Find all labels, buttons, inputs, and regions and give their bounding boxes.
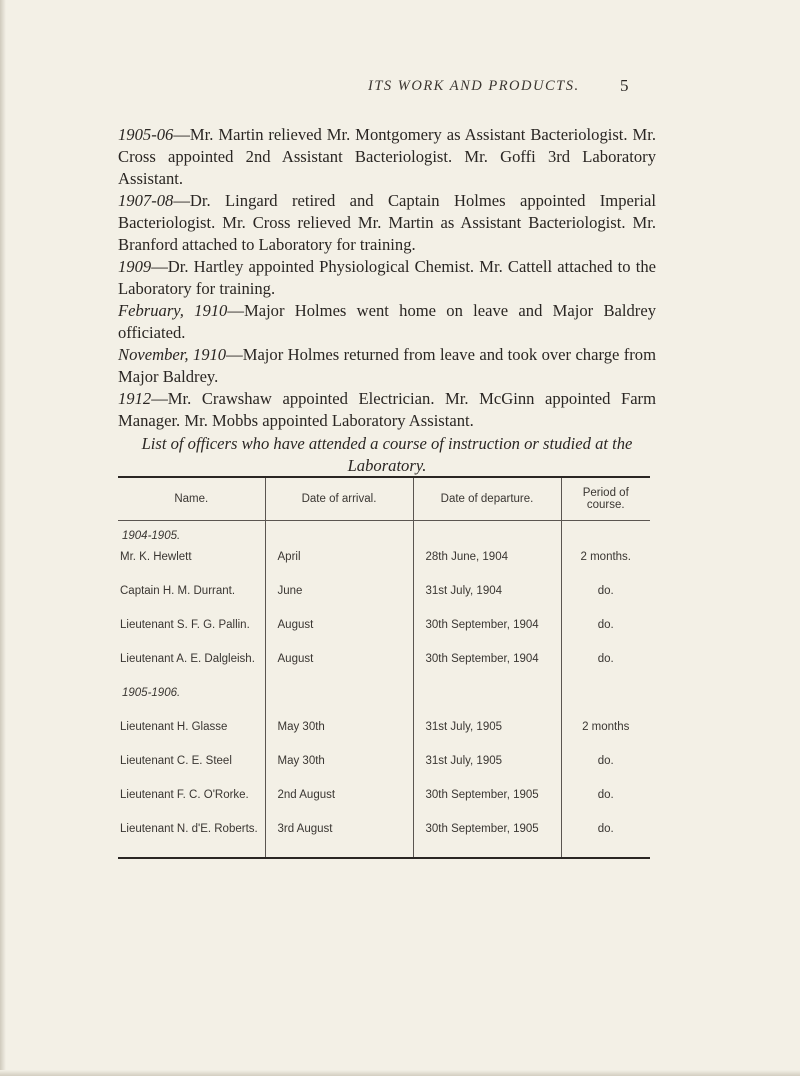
paragraph-text: —Dr. Lingard retired and Captain Holmes appointed Imperial Bacteriologist. Mr. Cross relieved Mr. Martin as Assistant Bacteriologist. Mr. Branford attached to Laboratory for training. (118, 191, 656, 254)
group-heading-row (118, 521, 650, 552)
course-period: do. (561, 619, 650, 653)
table-row (118, 585, 650, 619)
column-header-arrival: Date of arrival. (265, 477, 413, 521)
arrival-date: 2nd August (265, 789, 413, 823)
arrival-date: August (265, 619, 413, 653)
running-head: ITS WORK AND PRODUCTS. (368, 78, 580, 94)
officer-name: Lieutenant S. F. G. Pallin. (120, 619, 250, 631)
table-row (118, 789, 650, 823)
departure-date: 31st July, 1905 (413, 755, 561, 789)
paragraph-year: February, 1910 (118, 301, 228, 320)
page-bottom-edge-shadow (0, 1070, 800, 1076)
officer-name: Lieutenant N. d'E. Roberts. (120, 823, 258, 835)
table-row (118, 721, 650, 755)
paragraph-1907-08 (118, 190, 656, 256)
paragraph-february-1910 (118, 300, 656, 344)
history-paragraphs (118, 124, 656, 432)
course-period: 2 months. (561, 551, 650, 585)
table-row (118, 653, 650, 687)
officer-name: Lieutenant A. E. Dalgleish. (120, 653, 255, 665)
paragraph-text: —Dr. Hartley appointed Physiological Chemist. Mr. Cattell attached to the Laboratory for training. (118, 257, 656, 298)
paragraph-year: 1907-08 (118, 191, 174, 210)
arrival-date: April (265, 551, 413, 585)
table-caption: List of officers who have attended a course of instruction or studied at the Laboratory. (141, 434, 633, 475)
paragraph-year: 1909 (118, 257, 152, 276)
departure-date: 30th September, 1904 (413, 619, 561, 653)
paragraph-1912 (118, 388, 656, 432)
table-row (118, 755, 650, 789)
departure-date: 28th June, 1904 (413, 551, 561, 585)
course-period: do. (561, 789, 650, 823)
arrival-date: May 30th (265, 721, 413, 755)
paragraph-text: —Major Holmes went home on leave and Major Baldrey officiated. (118, 301, 656, 342)
officers-table (118, 476, 650, 859)
column-header-name: Name. (118, 477, 265, 521)
paragraph-1905-06 (118, 124, 656, 190)
course-period: do. (561, 755, 650, 789)
paragraph-november-1910 (118, 344, 656, 388)
paragraph-1909 (118, 256, 656, 300)
table-row (118, 823, 650, 858)
paragraph-text: —Mr. Martin relieved Mr. Montgomery as Assistant Bacteriologist. Mr. Cross appointed 2nd Assistant Bacteriologist. Mr. Goffi 3rd Laboratory Assistant. (118, 125, 656, 188)
departure-date: 31st July, 1905 (413, 721, 561, 755)
officer-name: Mr. K. Hewlett (120, 551, 192, 563)
arrival-date: 3rd August (265, 823, 413, 858)
group-heading-row (118, 687, 650, 721)
course-period: do. (561, 653, 650, 687)
departure-date: 30th September, 1905 (413, 789, 561, 823)
paragraph-text: —Mr. Crawshaw appointed Electrician. Mr. McGinn appointed Farm Manager. Mr. Mobbs appointed Laboratory Assistant. (118, 389, 656, 430)
table-row (118, 551, 650, 585)
course-period: do. (561, 823, 650, 858)
paragraph-year: 1912 (118, 389, 152, 408)
page-left-edge-shadow (0, 0, 6, 1076)
departure-date: 30th September, 1905 (413, 823, 561, 858)
departure-date: 31st July, 1904 (413, 585, 561, 619)
officer-name: Captain H. M. Durrant. (120, 585, 236, 597)
arrival-date: June (265, 585, 413, 619)
paragraph-text: —Major Holmes returned from leave and took over charge from Major Baldrey. (118, 345, 657, 386)
course-period: do. (561, 585, 650, 619)
arrival-date: May 30th (265, 755, 413, 789)
paragraph-year: 1905-06 (118, 125, 174, 144)
officer-name: Lieutenant C. E. Steel (120, 755, 232, 767)
page-number: 5 (620, 76, 629, 95)
departure-date: 30th September, 1904 (413, 653, 561, 687)
table-row (118, 619, 650, 653)
group-heading: 1904-1905. (122, 530, 181, 542)
group-heading: 1905-1906. (122, 687, 181, 699)
officer-name: Lieutenant H. Glasse (120, 721, 228, 733)
page-header (0, 78, 800, 102)
column-header-departure: Date of departure. (413, 477, 561, 521)
course-period: 2 months (561, 721, 650, 755)
officer-name: Lieutenant F. C. O'Rorke. (120, 789, 249, 801)
table-header-row (118, 477, 650, 521)
paragraph-year: November, 1910 (118, 345, 227, 364)
arrival-date: August (265, 653, 413, 687)
column-header-period: Period of course. (561, 477, 650, 521)
